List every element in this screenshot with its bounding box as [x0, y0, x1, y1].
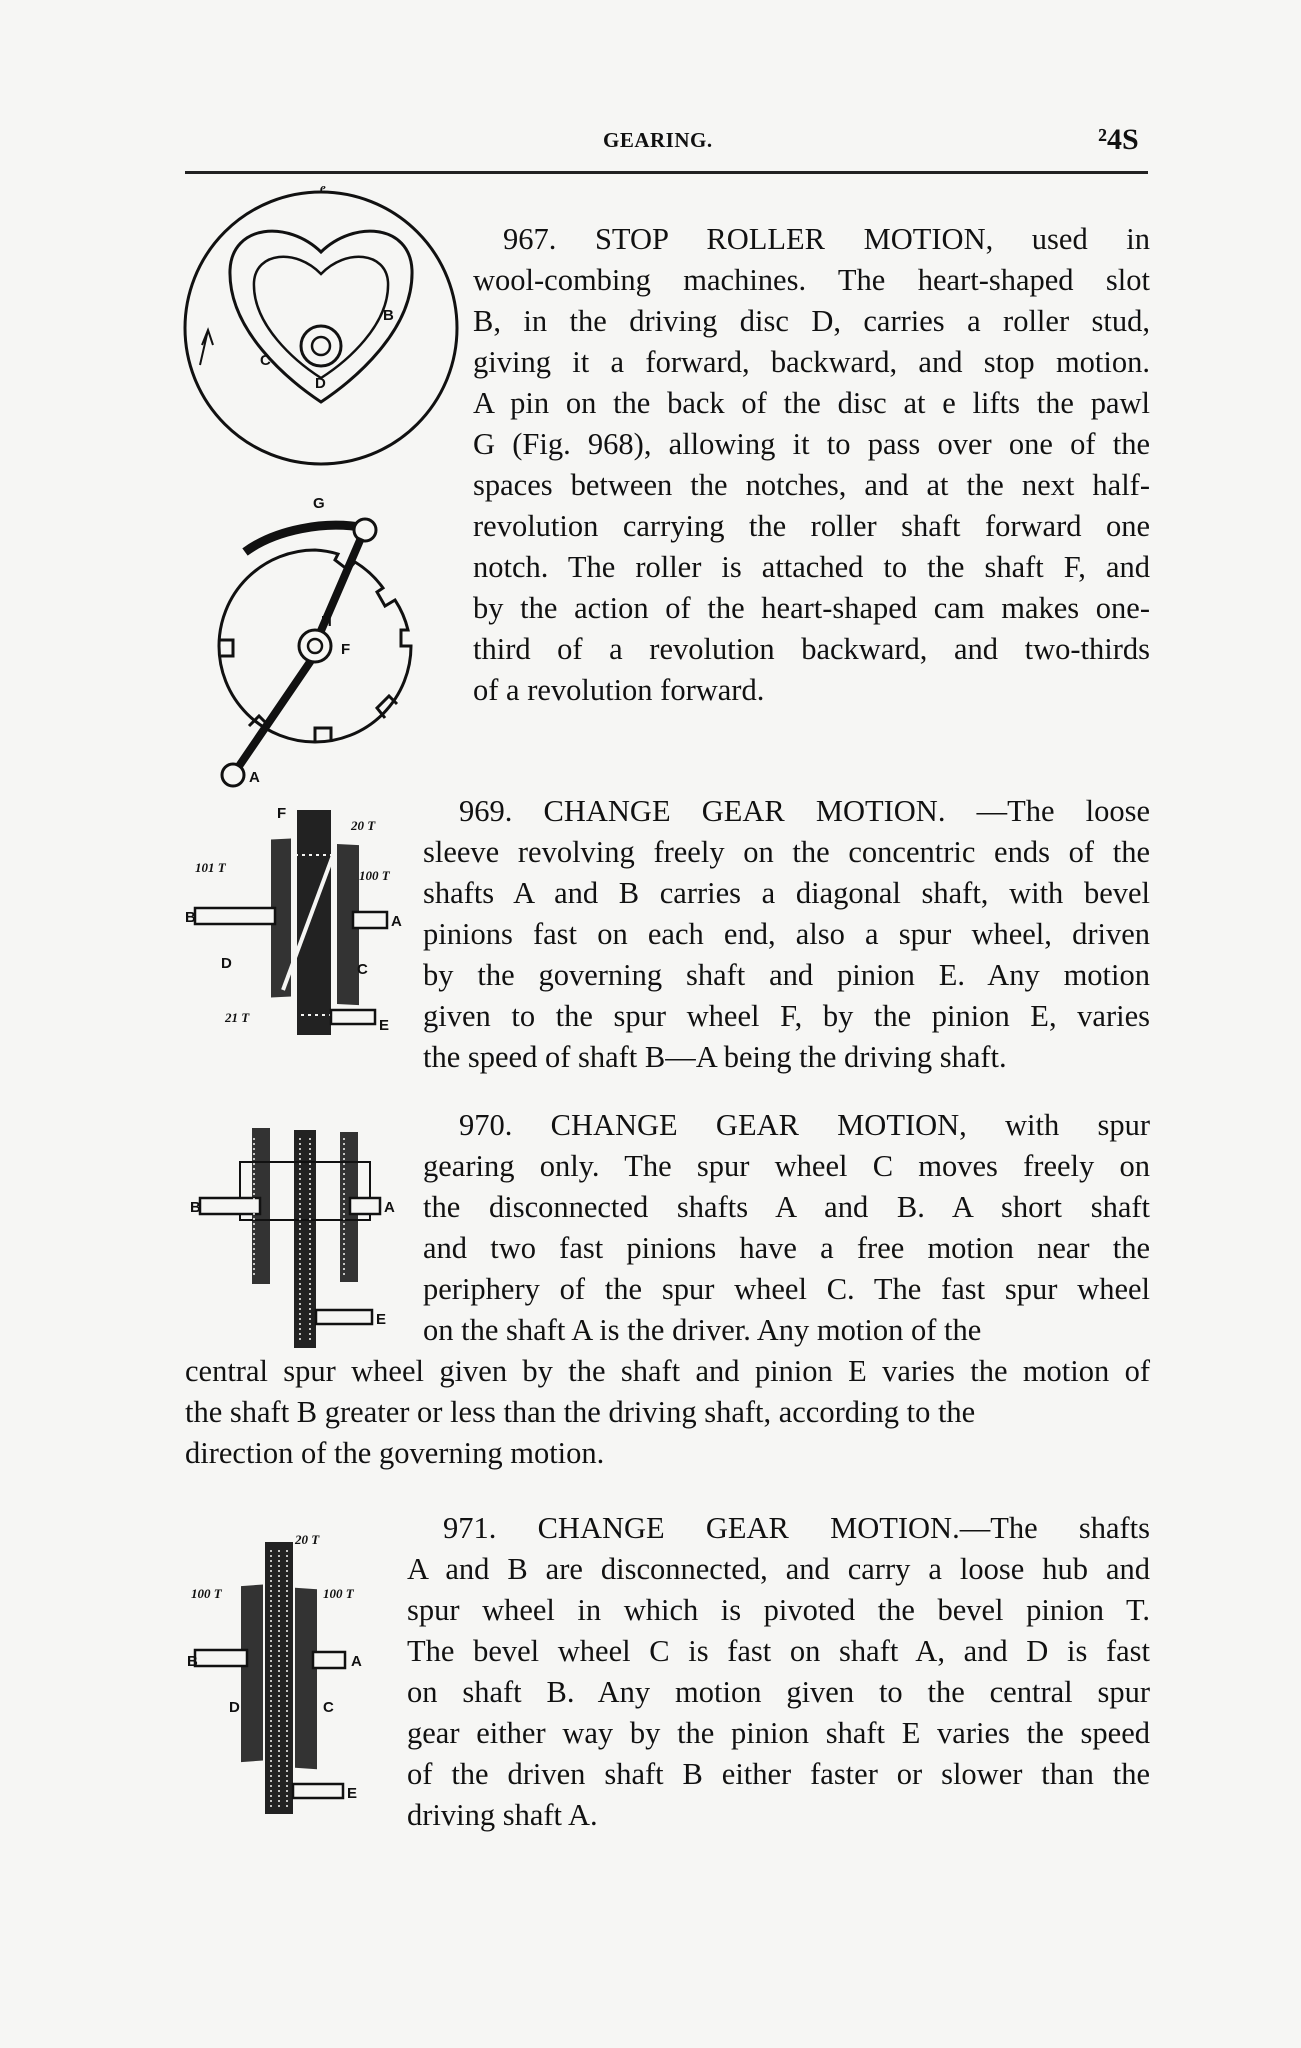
fig967-label-b: B: [383, 307, 394, 324]
fig969-label-b: B: [185, 909, 196, 926]
paragraph-969: [423, 791, 1150, 1078]
text-line: A pin on the back of the disc at e lifts the pawl: [473, 386, 1150, 420]
text-line: third of a revolution backward, and two-thirds: [473, 632, 1150, 666]
shaft-f-boss: [299, 630, 331, 662]
pawl-arm: [245, 525, 365, 552]
fig969-label-a: A: [391, 913, 402, 930]
shaft-b: [200, 1198, 260, 1214]
text-line: 970. CHANGE GEAR MOTION, with spur: [459, 1108, 1150, 1142]
text-line: revolution carrying the roller shaft forward one: [473, 509, 1150, 543]
header-rule: [185, 171, 1148, 174]
text-line: central spur wheel given by the shaft and pinion E varies the motion of: [185, 1354, 1150, 1388]
figure-969-change-gear-bevel: [185, 800, 415, 1045]
figure-970-spur-gearing: [190, 1118, 410, 1358]
fig971-label-c: C: [323, 1699, 334, 1716]
fig968-label-h: H: [321, 613, 332, 630]
text-line: spaces between the notches, and at the next half-: [473, 468, 1150, 502]
running-header: GEARING.: [603, 128, 713, 152]
text-line: given to the spur wheel F, by the pinion E, varies: [423, 999, 1150, 1033]
text-line: shafts A and B carries a diagonal shaft, with bevel: [423, 876, 1150, 910]
bevel-wheel-c: [295, 1588, 317, 1770]
text-line: B, in the driving disc D, carries a roller stud,: [473, 304, 1150, 338]
text-line: direction of the governing motion.: [185, 1436, 605, 1470]
shaft-a: [353, 912, 387, 928]
fig970-label-b: B: [190, 1199, 201, 1216]
text-line: 969. CHANGE GEAR MOTION. —The loose: [459, 794, 1150, 828]
figure-968-ratchet-pawl: [205, 490, 445, 795]
fig970-label-e: E: [376, 1311, 387, 1328]
fig967-label-d: D: [315, 375, 326, 392]
figure-971-bevel-change-gear: [185, 1530, 405, 1830]
paragraph-967: [473, 219, 1150, 711]
shaft-a: [313, 1652, 345, 1668]
text-line: pinions fast on each end, also a spur wheel, driven: [423, 917, 1150, 951]
figure-967-heart-cam: [180, 180, 475, 480]
fig970-label-a: A: [384, 1199, 395, 1216]
fig971-label-100t-right: 100 T: [323, 1586, 354, 1601]
fig969-label-101t: 101 T: [195, 860, 226, 875]
text-line: 967. STOP ROLLER MOTION, used in: [503, 222, 1150, 256]
bevel-wheel-d: [241, 1585, 263, 1763]
fig968-label-g: G: [313, 495, 325, 512]
shaft-b: [195, 908, 275, 924]
text-line: 971. CHANGE GEAR MOTION.—The shafts: [443, 1511, 1150, 1545]
fig969-label-20t: 20 T: [351, 818, 376, 833]
fig969-label-21t: 21 T: [225, 1010, 250, 1025]
central-spur-gear: [265, 1542, 293, 1814]
text-line: of a revolution forward.: [473, 673, 765, 707]
fig969-label-d: D: [221, 955, 232, 972]
fig969-label-f: F: [277, 805, 287, 822]
text-line: of the driven shaft B either faster or slower than the: [407, 1757, 1150, 1791]
shaft-e: [316, 1310, 372, 1324]
fig967-label-c: C: [260, 352, 271, 369]
heart-slot-inner: [254, 257, 388, 378]
fig969-label-c: C: [357, 961, 368, 978]
fig969-label-100t: 100 T: [359, 868, 390, 883]
shaft-a: [350, 1198, 380, 1214]
hub-inner: [312, 337, 330, 355]
text-line: notch. The roller is attached to the shaft F, and: [473, 550, 1150, 584]
rotation-arrow-icon: [200, 330, 213, 365]
lever-end-a: [222, 764, 244, 786]
fig967-label-e: e: [320, 180, 326, 195]
text-line: by the action of the heart-shaped cam makes one-: [473, 591, 1150, 625]
fig971-label-20t: 20 T: [295, 1532, 320, 1547]
text-line: periphery of the spur wheel C. The fast spur wheel: [423, 1272, 1150, 1306]
shaft-b: [195, 1650, 247, 1666]
text-line: sleeve revolving freely on the concentric ends of the: [423, 835, 1150, 869]
fig971-label-d: D: [229, 1699, 240, 1716]
fig968-label-f: F: [341, 641, 351, 658]
fig971-label-a: A: [351, 1653, 362, 1670]
text-line: G (Fig. 968), allowing it to pass over one of the: [473, 427, 1150, 461]
text-line: gearing only. The spur wheel C moves freely on: [423, 1149, 1150, 1183]
fig971-label-b: B: [187, 1653, 198, 1670]
shaft-e: [293, 1784, 343, 1798]
text-line: on shaft B. Any motion given to the central spur: [407, 1675, 1150, 1709]
text-line: spur wheel in which is pivoted the bevel pinion T.: [407, 1593, 1150, 1627]
fig968-label-a: A: [249, 769, 260, 786]
fig969-label-e: E: [379, 1017, 390, 1034]
text-line: the disconnected shafts A and B. A short shaft: [423, 1190, 1150, 1224]
hub-outer: [301, 326, 341, 366]
text-line: The bevel wheel C is fast on shaft A, and D is fast: [407, 1634, 1150, 1668]
text-line: driving shaft A.: [407, 1798, 598, 1832]
text-line: on the shaft A is the driver. Any motion of the: [423, 1313, 982, 1347]
fig971-label-e: E: [347, 1785, 358, 1802]
text-line: wool-combing machines. The heart-shaped slot: [473, 263, 1150, 297]
page-number: ²4S: [1098, 123, 1139, 156]
text-line: the shaft B greater or less than the driving shaft, according to the: [185, 1395, 976, 1429]
text-line: A and B are disconnected, and carry a loose hub and: [407, 1552, 1150, 1586]
paragraph-970: [423, 1105, 1150, 1351]
driving-disc: [185, 192, 457, 464]
shaft-e: [331, 1010, 375, 1024]
text-line: giving it a forward, backward, and stop motion.: [473, 345, 1150, 379]
paragraph-970-continued: [185, 1351, 1150, 1474]
text-line: and two fast pinions have a free motion near the: [423, 1231, 1150, 1265]
spur-wheel-f: [297, 810, 331, 1035]
fig971-label-100t-left: 100 T: [191, 1586, 222, 1601]
text-line: by the governing shaft and pinion E. Any motion: [423, 958, 1150, 992]
text-line: the speed of shaft B—A being the driving shaft.: [423, 1040, 1007, 1074]
paragraph-971: [407, 1508, 1150, 1836]
text-line: gear either way by the pinion shaft E varies the speed: [407, 1716, 1150, 1750]
